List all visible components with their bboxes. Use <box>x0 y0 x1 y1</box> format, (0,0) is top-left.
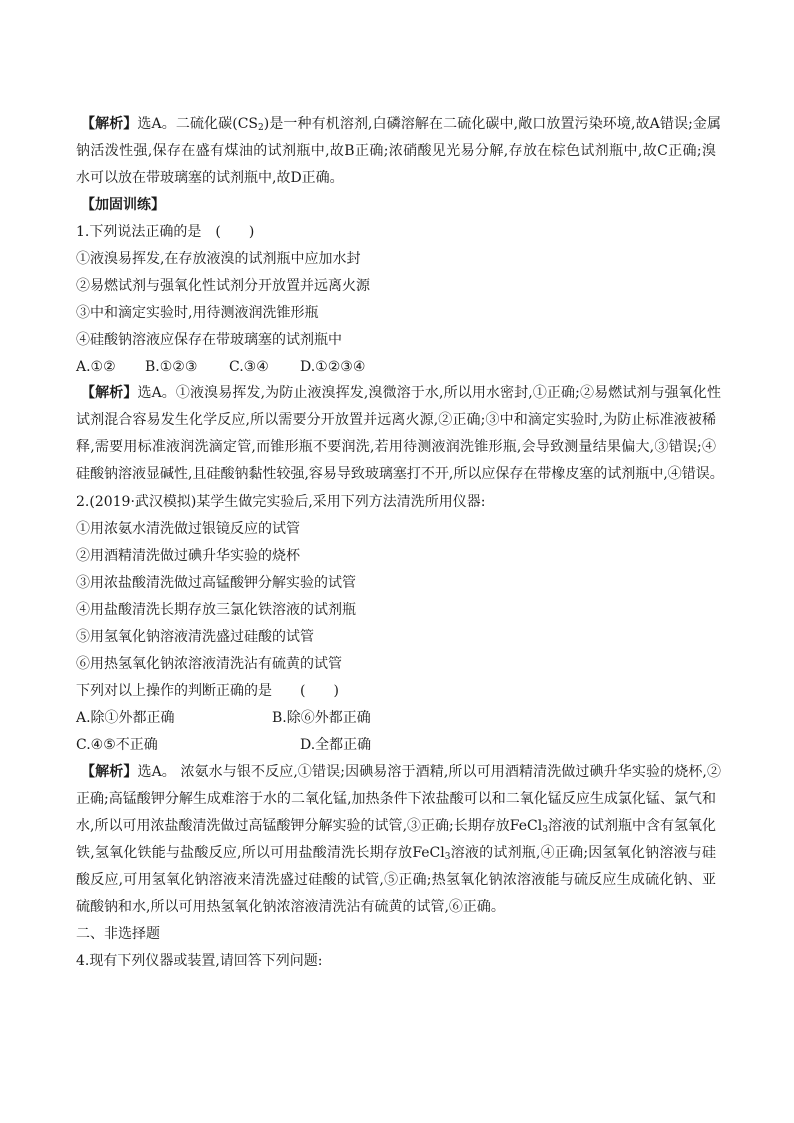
question-2-item-6: ⑥用热氢氧化钠浓溶液清洗沾有硫黄的试管 <box>76 656 342 672</box>
analysis-2-line-4: 硅酸钠溶液显碱性,且硅酸钠黏性较强,容易导致玻璃塞打不开,所以应保存在带橡皮塞的试剂瓶中,④错误。 <box>76 466 724 482</box>
analysis-2-line-1: 【解析】选A。①液溴易挥发,为防止液溴挥发,溴微溶于水,所以用水密封,①正确;②易燃试剂与强氧化性 <box>81 385 721 401</box>
analysis-2-line-3: 释,需要用标准液润洗滴定管,而锥形瓶不要润洗,若用待测液润洗锥形瓶,会导致测量结果偏大,③错误;④ <box>76 439 716 455</box>
analysis-1-line-1: 【解析】选A。二硫化碳$(CS_2)$是一种有机溶剂,白磷溶解在二硫化碳中,敞口放置污染环境,故A错误;金属 <box>81 116 722 133</box>
question-4-stem: 4.现有下列仪器或装置,请回答下列问题: <box>76 953 323 969</box>
option-d: D.①②③④ <box>300 359 366 375</box>
analysis-3-line-5: 酸反应,可用氢氧化钠溶液来清洗盛过硅酸的试管,⑤正确;热氢氧化钠浓溶液能与硫反应生成硫化钠、亚 <box>76 872 716 888</box>
option-a: A.①② <box>76 359 116 375</box>
option-c: C.③④ <box>229 359 269 375</box>
section-2-heading: 二、非选择题 <box>76 926 160 942</box>
analysis-label: 【解析】 <box>81 385 138 401</box>
question-1-item-2: ②易燃试剂与强氧化性试剂分开放置并远离火源 <box>76 278 370 294</box>
analysis-2-line-2: 试剂混合容易发生化学反应,所以需要分开放置并远离火源,②正确;③中和滴定实验时,为防止标准液被稀 <box>76 412 716 428</box>
question-2-option-a: A.除①外都正确 <box>76 710 175 726</box>
option-b: B.①②③ <box>145 359 198 375</box>
analysis-label: 【解析】 <box>81 116 138 132</box>
analysis-label: 【解析】 <box>81 764 138 780</box>
analysis-3-line-6: 硫酸钠和水,所以可用热氢氧化钠浓溶液清洗沾有硫黄的试管,⑥正确。 <box>76 899 505 915</box>
analysis-3-line-3: 水,所以可用浓盐酸清洗做过高锰酸钾分解实验的试管,③正确;长期存放FeCl$_3$溶液的试剂瓶中含有氢氧化 <box>76 818 716 835</box>
question-2-item-3: ③用浓盐酸清洗做过高锰酸钾分解实验的试管 <box>76 575 356 591</box>
question-1-stem: 1.下列说法正确的是 ( ) <box>76 224 255 240</box>
question-2-item-1: ①用浓氨水清洗做过银镜反应的试管 <box>76 521 300 537</box>
question-2-option-b: B.除⑥外都正确 <box>272 710 371 726</box>
question-2-item-2: ②用酒精清洗做过碘升华实验的烧杯 <box>76 548 300 564</box>
question-1-item-4: ④硅酸钠溶液应保存在带玻璃塞的试剂瓶中 <box>76 332 342 348</box>
question-1-options <box>76 357 365 377</box>
analysis-3-line-2: 正确;高锰酸钾分解生成难溶于水的二氧化锰,加热条件下浓盐酸可以和二氧化锰反应生成氯化锰、氯气和 <box>76 791 716 807</box>
analysis-1-line-2: 钠活泼性强,保存在盛有煤油的试剂瓶中,故B正确;浓硝酸见光易分解,存放在棕色试剂瓶中,故C正确;溴 <box>76 143 716 159</box>
question-2-item-4: ④用盐酸清洗长期存放三氯化铁溶液的试剂瓶 <box>76 602 356 618</box>
question-2-item-5: ⑤用氢氧化钠溶液清洗盛过硅酸的试管 <box>76 629 314 645</box>
analysis-1-line-3: 水可以放在带玻璃塞的试剂瓶中,故D正确。 <box>76 170 344 186</box>
analysis-3-line-1: 【解析】选A。 浓氨水与银不反应,①错误;因碘易溶于酒精,所以可用酒精清洗做过碘升华实验的烧杯,② <box>81 764 721 780</box>
question-1-item-1: ①液溴易挥发,在存放液溴的试剂瓶中应加水封 <box>76 251 361 267</box>
section-reinforce-heading: 【加固训练】 <box>81 197 165 213</box>
question-2-question: 下列对以上操作的判断正确的是 ( ) <box>76 683 339 699</box>
question-2-stem: 2.(2019·武汉模拟)某学生做完实验后,采用下列方法清洗所用仪器: <box>76 494 486 510</box>
question-1-item-3: ③中和滴定实验时,用待测液润洗锥形瓶 <box>76 305 319 321</box>
question-2-option-d: D.全都正确 <box>300 737 372 753</box>
question-2-option-c: C.④⑤不正确 <box>76 737 158 753</box>
analysis-3-line-4: 铁,氢氧化铁能与盐酸反应,所以可用盐酸清洗长期存放FeCl$_3$溶液的试剂瓶,④正确;因氢氧化钠溶液与硅 <box>76 845 716 862</box>
